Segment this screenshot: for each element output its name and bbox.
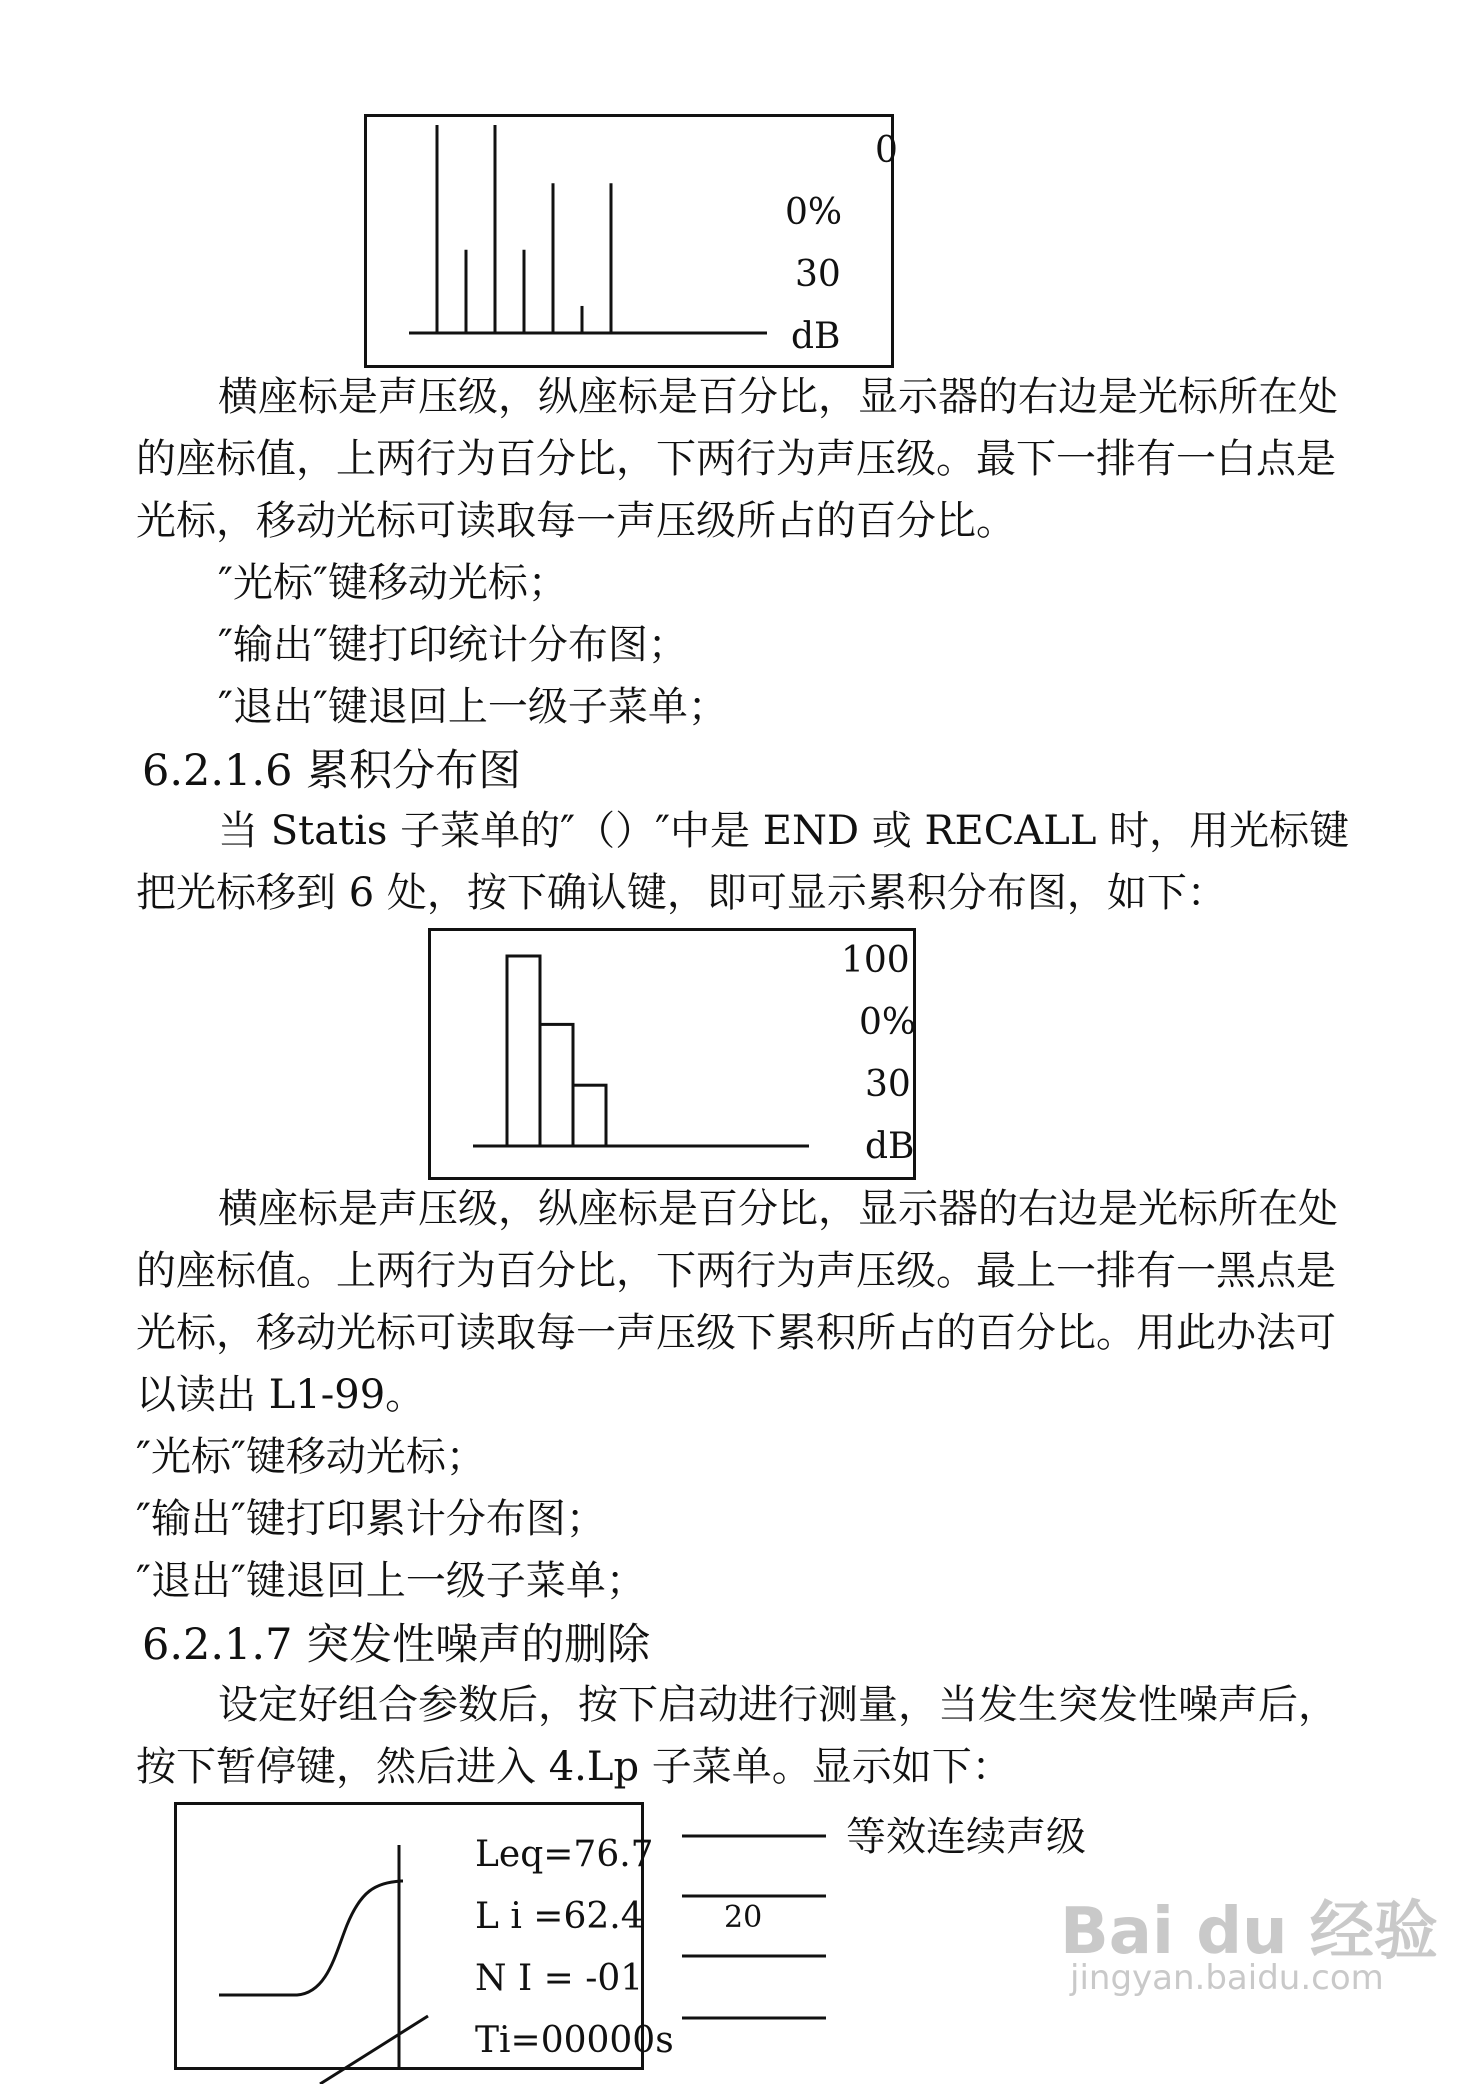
chart1-label-1: 0% — [785, 192, 843, 233]
readout-leq: Leq=76.7 — [475, 1834, 654, 1875]
chart2-label-0: 100 — [841, 940, 910, 981]
chart2-label-2: 30 — [865, 1064, 911, 1105]
paragraph-1: 横座标是声压级，纵座标是百分比，显示器的右边是光标所在处的座标值，上两行为百分比，下两行为声压级。最下一排有一白点是光标，移动光标可读取每一声压级所占的百分比。 — [136, 374, 1338, 544]
callout-mid-label: 20 — [724, 1900, 763, 1935]
key-line-output-2: ″输出″键打印累计分布图； — [136, 1496, 606, 1542]
callout-label: 等效连续声级 — [846, 1814, 1086, 1860]
readout-ni: N I = -01 — [475, 1958, 644, 1999]
readout-ti: Ti=00000s — [475, 2020, 674, 2061]
chart2-label-1: 0% — [859, 1002, 917, 1043]
paragraph-2: 当 Statis 子菜单的″（）″中是 END 或 RECALL 时，用光标键把光标移到 6 处，按下确认键，即可显示累积分布图，如下： — [136, 808, 1350, 916]
paragraph-3: 横座标是声压级，纵座标是百分比，显示器的右边是光标所在处的座标值。上两行为百分比，下两行为声压级。最上一排有一黑点是光标，移动光标可读取每一声压级下累积所占的百分比。用此办法可以读出 L1-99。 — [136, 1186, 1338, 1418]
chart2-label-3: dB — [865, 1126, 915, 1167]
chart2-bar — [507, 956, 540, 1146]
statistical-distribution-display — [364, 114, 898, 368]
lp-display — [174, 1802, 674, 2070]
cumulative-distribution-display — [428, 928, 916, 1180]
key-line-cursor-2: ″光标″键移动光标； — [136, 1434, 486, 1480]
key-line-exit-2: ″退出″键退回上一级子菜单； — [136, 1558, 646, 1604]
section-heading-6-2-1-6: 6.2.1.6 累积分布图 — [142, 746, 522, 796]
key-line-cursor-1: ″光标″键移动光标； — [218, 560, 568, 606]
chart1-label-3: dB — [791, 316, 841, 357]
section-heading-6-2-1-7: 6.2.1.7 突发性噪声的删除 — [142, 1620, 651, 1670]
paragraph-4: 设定好组合参数后，按下启动进行测量，当发生突发性噪声后，按下暂停键，然后进入 4.Lp 子菜单。显示如下： — [136, 1682, 1338, 1790]
baidu-watermark-url: jingyan.baidu.com — [1070, 1958, 1384, 1998]
chart2-bar — [573, 1085, 606, 1146]
key-line-output-1: ″输出″键打印统计分布图； — [218, 622, 688, 668]
chart1-label-2: 30 — [795, 254, 841, 295]
chart2-bar — [540, 1024, 573, 1146]
lp-curve — [219, 1881, 403, 1995]
key-line-exit-1: ″退出″键退回上一级子菜单； — [218, 684, 728, 730]
readout-li: L i =62.4 — [475, 1896, 644, 1937]
watermark-brand: Bai du 经验 — [1060, 1895, 1438, 1969]
chart1-label-0: 0 — [875, 130, 898, 171]
